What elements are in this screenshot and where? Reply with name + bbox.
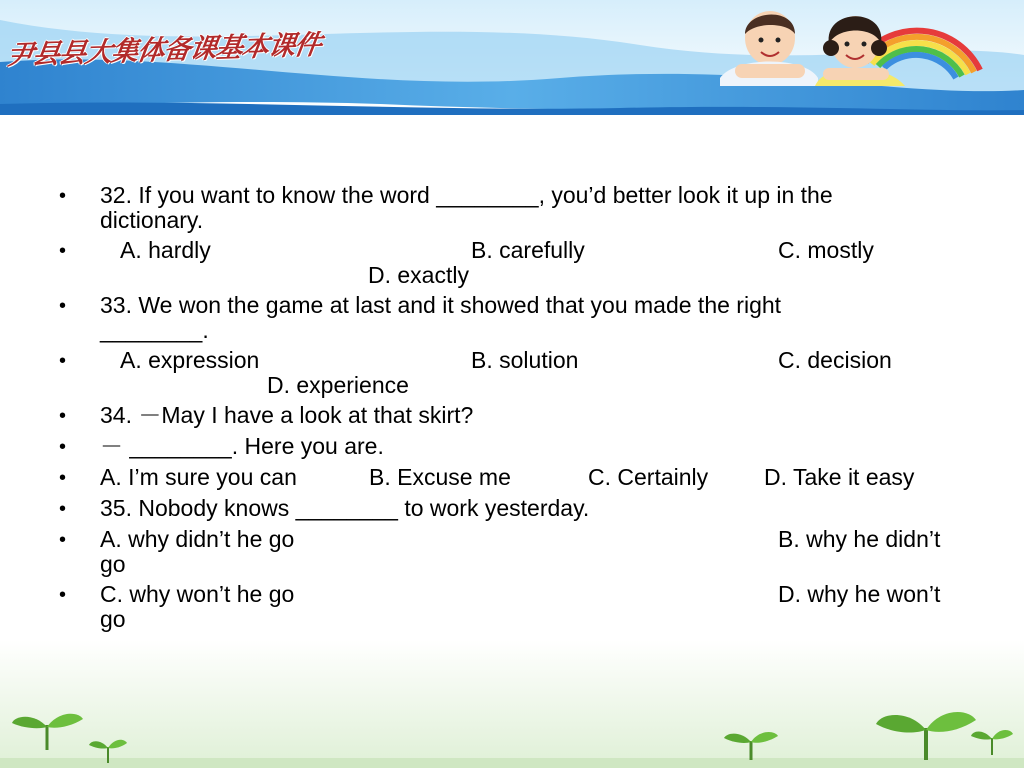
bullet: • <box>59 240 67 262</box>
option-b: B. carefully <box>471 237 585 263</box>
option-d: D. experience <box>267 372 409 398</box>
option-a: A. hardly <box>120 237 211 263</box>
option-a: A. expression <box>120 347 260 373</box>
bullet: • <box>59 529 67 551</box>
question-33-options <box>0 348 1024 398</box>
option-c: C. Certainly <box>588 464 709 490</box>
banner-title: 尹县县大集体备课基本课件 <box>4 29 323 72</box>
bullet: • <box>59 498 67 520</box>
option-d-wrap: go <box>100 606 126 632</box>
bullet: • <box>59 405 67 427</box>
bullet: • <box>59 584 67 606</box>
bullet: • <box>59 295 67 317</box>
bullet: • <box>59 350 67 372</box>
question-34-reply: － ________. Here you are. <box>100 433 384 459</box>
question-35-options-cd <box>0 582 1024 632</box>
option-b: B. why he didn’t <box>778 526 941 552</box>
question-33-stem-wrap: ________. <box>100 317 209 343</box>
option-a: A. why didn’t he go <box>100 526 295 552</box>
option-c: C. why won’t he go <box>100 581 295 607</box>
option-c: C. decision <box>778 347 892 373</box>
question-32-stem-wrap: dictionary. <box>100 207 204 233</box>
bullet: • <box>59 185 67 207</box>
question-32-options <box>0 238 1024 288</box>
option-b: B. Excuse me <box>369 464 511 490</box>
option-b: B. solution <box>471 347 579 373</box>
option-a: A. I’m sure you can <box>100 464 297 490</box>
option-c: C. mostly <box>778 237 874 263</box>
bullet: • <box>59 467 67 489</box>
question-35-options-ab <box>0 527 1024 577</box>
option-d: D. Take it easy <box>764 464 915 490</box>
option-b-wrap: go <box>100 551 126 577</box>
option-d: D. why he won’t <box>778 581 941 607</box>
question-34-options <box>0 465 1024 491</box>
option-d: D. exactly <box>368 262 469 288</box>
question-34-stem: 34. －May I have a look at that skirt? <box>100 402 474 428</box>
bullet: • <box>59 436 67 458</box>
question-32-stem: 32. If you want to know the word ________, you’d better look it up in the <box>100 182 833 208</box>
question-33-stem: 33. We won the game at last and it showed that you made the right <box>100 292 782 318</box>
question-35-stem: 35. Nobody knows ________ to work yesterday. <box>100 495 590 521</box>
